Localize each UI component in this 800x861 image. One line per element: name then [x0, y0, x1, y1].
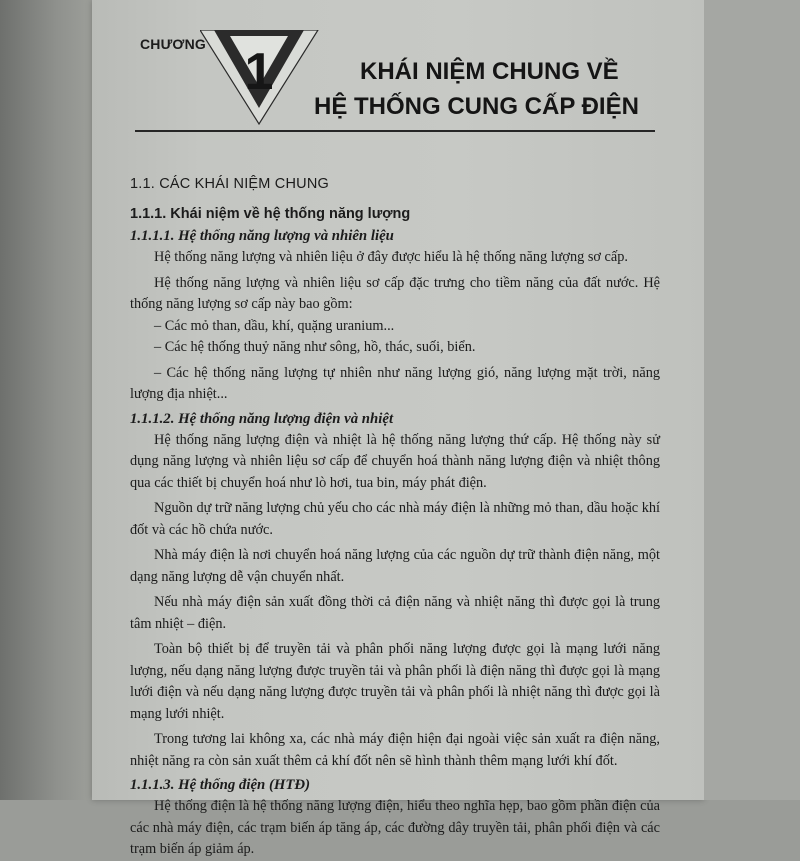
paragraph: Toàn bộ thiết bị để truyền tải và phân phối năng lượng được gọi là mạng lưới năng lượng, nếu dạng năng lượng được truyền tải và phân phối là điện năng thì được gọi là mạng lưới điện và nếu dạng năng lượng được truyền tải và phân phối là nhiệt năng thì được gọi là mạng lưới nhiệt. — [130, 641, 660, 722]
list-item: – Các hệ thống năng lượng tự nhiên như năng lượng gió, năng lượng mặt trời, năng lượng địa nhiệt... — [130, 364, 660, 402]
chapter-title-line-1: KHÁI NIỆM CHUNG VỀ — [360, 58, 619, 85]
title-divider — [135, 130, 655, 132]
subsubsection-heading: 1.1.1.3. Hệ thống điện (HTĐ) — [130, 777, 311, 793]
subsubsection-heading: 1.1.1.2. Hệ thống năng lượng điện và nhiệt — [130, 410, 394, 427]
paragraph: Hệ thống điện là hệ thống năng lượng điện, hiểu theo nghĩa hẹp, bao gồm phần điện của các nhà máy điện, các trạm biến áp tăng áp, các đường dây truyền tải, phân phối điện và các trạm biến áp giảm áp. — [130, 798, 660, 857]
paragraph: Hệ thống năng lượng và nhiên liệu ở đây được hiểu là hệ thống năng lượng sơ cấp. — [154, 249, 628, 265]
list-item: – Các hệ thống thuỷ năng như sông, hồ, thác, suối, biển. — [154, 339, 476, 355]
paragraph: Hệ thống năng lượng và nhiên liệu sơ cấp đặc trưng cho tiềm năng của đất nước. Hệ thống năng lượng sơ cấp này bao gồm: — [130, 274, 660, 312]
paragraph: Trong tương lai không xa, các nhà máy điện hiện đại ngoài việc sản xuất ra điện năng, nhiệt năng ra còn sản xuất thêm cả khí đốt nên sẽ hình thành thêm mạng lưới khí đốt. — [130, 731, 660, 769]
book-spine-shadow — [0, 0, 95, 800]
paragraph: Nguồn dự trữ năng lượng chủ yếu cho các nhà máy điện là những mỏ than, dầu hoặc khí đốt và các hồ chứa nước. — [130, 500, 660, 538]
chapter-title-line-2: HỆ THỐNG CUNG CẤP ĐIỆN — [314, 93, 639, 120]
paragraph: Hệ thống năng lượng điện và nhiệt là hệ thống năng lượng thứ cấp. Hệ thống này sử dụng năng lượng và nhiên liệu sơ cấp để chuyển hoá thành năng lượng điện và nhiệt thông qua các thiết bị chuyển hoá như lò hơi, tua bin, máy phát điện. — [130, 431, 660, 491]
paragraph: Nhà máy điện là nơi chuyển hoá năng lượng của các nguồn dự trữ thành điện năng, một dạng năng lượng dễ vận chuyển nhất. — [130, 547, 660, 585]
chapter-number: 1 — [244, 43, 274, 101]
section-heading: 1.1. CÁC KHÁI NIỆM CHUNG — [130, 176, 329, 192]
subsection-heading: 1.1.1. Khái niệm về hệ thống năng lượng — [130, 206, 411, 222]
chapter-label: CHƯƠNG — [140, 36, 206, 52]
list-item: – Các mỏ than, dầu, khí, quặng uranium... — [154, 317, 395, 334]
chapter-body — [130, 175, 660, 861]
paragraph: Nếu nhà máy điện sản xuất đồng thời cả điện năng và nhiệt năng thì được gọi là trung tâm nhiệt – điện. — [130, 594, 660, 632]
background-surface — [704, 0, 800, 800]
subsubsection-heading: 1.1.1.1. Hệ thống năng lượng và nhiên liệu — [130, 228, 394, 244]
